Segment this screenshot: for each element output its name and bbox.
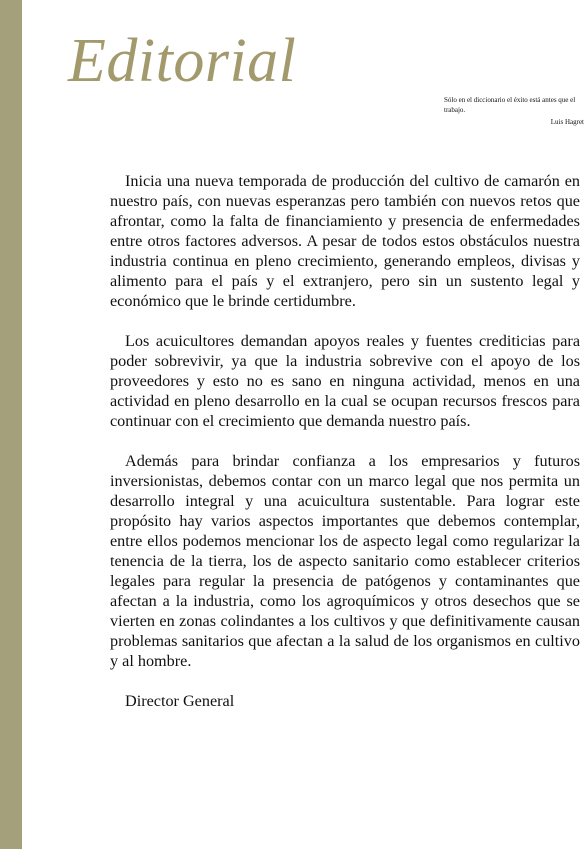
epigraph <box>444 95 584 127</box>
article-body <box>110 171 580 711</box>
epigraph-text: Sólo en el diccionario el éxito está antes que el trabajo. <box>444 96 576 114</box>
paragraph-3: Además para brindar confianza a los empresarios y futuros inversionistas, debemos contar con un marco legal que nos permita un desarrollo integral y una acuicultura sustentable. Para lograr este propósito hay varios aspectos importantes que debemos contemplar, entre ellos podemos mencionar los de aspecto legal como regularizar la tenencia de la tierra, los de aspecto sanitario como establecer criterios legales para regular la presencia de patógenos y contaminantes que afectan a la industria, como los agroquímicos y otros desechos que se vierten en zonas colindantes a los cultivos y que definitivamente causan problemas sanitarios que afectan a la salud de los organismos en cultivo y al hombre. <box>110 452 580 670</box>
paragraph-2: Los acuicultores demandan apoyos reales y fuentes crediticias para poder sobrevivir, ya que la industria sobrevive con el apoyo de los proveedores y esto no es sano en ninguna actividad, menos en una actividad en pleno desarrollo en la cual se ocupan recursos frescos para continuar con el crecimiento que demanda nuestro país. <box>110 332 580 430</box>
paragraph-1: Inicia una nueva temporada de producción del cultivo de camarón en nuestro país, con nuevas esperanzas pero también con nuevos retos que afrontar, como la falta de financiamiento y presencia de enfermedades entre otros factores adversos. A pesar de todos estos obstáculos nuestra industria continua en pleno crecimiento, generando empleos, divisas y alimento para el país y el extranjero, pero sin un sustento legal y económico que le brinde certidumbre. <box>110 172 580 310</box>
page-title: Editorial <box>68 27 297 95</box>
signature: Director General <box>125 692 235 710</box>
side-decorative-bar <box>0 0 22 849</box>
epigraph-author: Luis Hagret <box>550 118 584 126</box>
